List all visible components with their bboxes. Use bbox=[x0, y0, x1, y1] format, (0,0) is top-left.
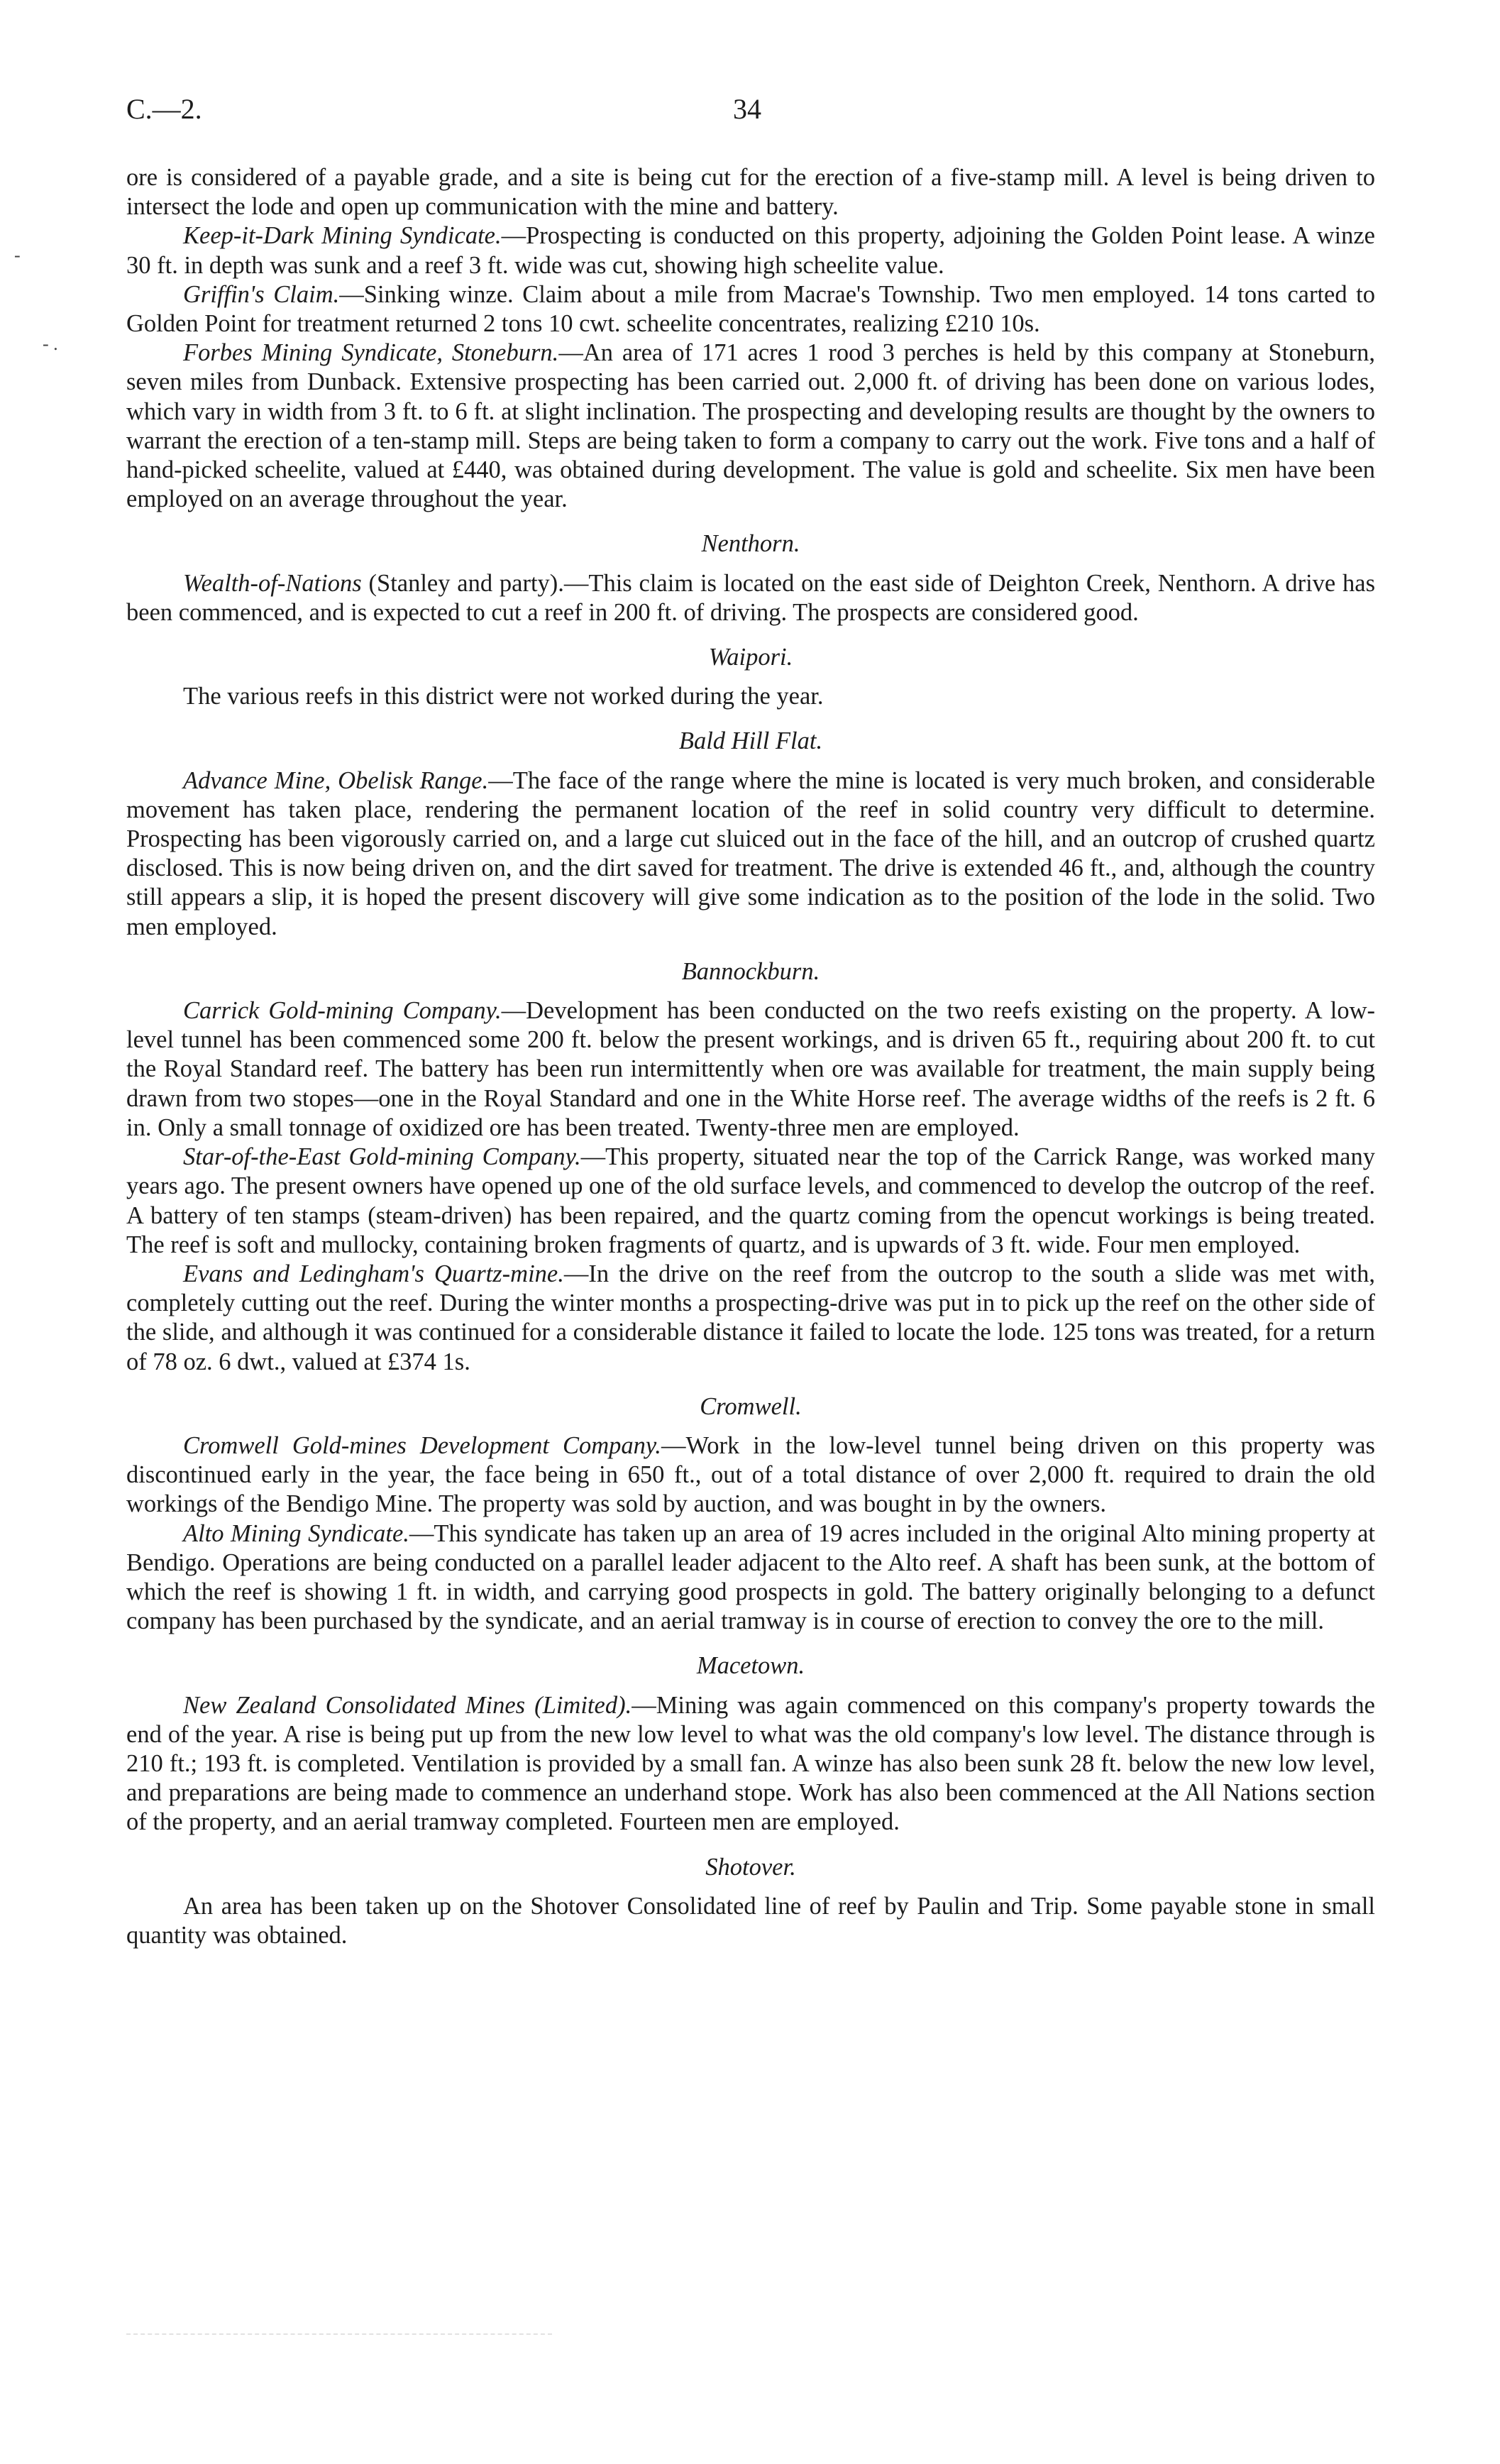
document-body bbox=[126, 163, 1375, 1950]
paragraph-text: The various reefs in this district were not worked during the year. bbox=[183, 683, 824, 710]
paragraph-wealth-of-nations bbox=[126, 569, 1375, 627]
paragraph-text: —Prospecting is conducted on this property, adjoining the Golden Point lease. A winze 30 ft. in depth was sunk and a reef 3 ft. wide was cut, showing high scheelite value. bbox=[126, 222, 1375, 279]
paragraph-lead: Wealth-of-Nations bbox=[183, 569, 362, 597]
paragraph-alto-mining bbox=[126, 1519, 1375, 1637]
paragraph-lead: Forbes Mining Syndicate, Stoneburn. bbox=[183, 339, 559, 367]
paragraph-text: —Work in the low-level tunnel being driven on this property was discontinued early in the year, the face being in 650 ft., out of a total distance of over 2,000 ft. required to drain the old workings of the Bendigo Mine. The property was sold by auction, and was bought in by the owners. bbox=[126, 1431, 1375, 1518]
section-heading: Cromwell. bbox=[700, 1392, 802, 1420]
paragraph-advance-mine bbox=[126, 766, 1375, 942]
section-shotover bbox=[126, 1853, 1375, 1951]
paragraph-lead: Evans and Ledingham's Quartz-mine. bbox=[183, 1260, 564, 1287]
section-heading: Macetown. bbox=[696, 1652, 805, 1680]
paragraph-text: —Sinking winze. Claim about a mile from Macrae's Township. Two men employed. 14 tons carted to Golden Point for treatment returned 2 tons 10 cwt. scheelite concentrates, realizing £210 10s. bbox=[126, 280, 1375, 338]
page-header bbox=[126, 92, 1375, 135]
paragraph-text: —An area of 171 acres 1 rood 3 perches is held by this company at Stoneburn, seven miles from Dunback. Extensive prospecting has been carried out. 2,000 ft. of driving has been done on various lodes, which vary in width from 3 ft. to 6 ft. at slight inclination. The prospecting and developing results are thought by the owners to warrant the erection of a ten-stamp mill. Steps are being taken to form a company to carry out the work. Five tons and a half of hand-picked scheelite, valued at £440, was obtained during development. The value is gold and scheelite. Six men have been employed on an average throughout the year. bbox=[126, 339, 1375, 513]
section-heading: Bannockburn. bbox=[681, 957, 820, 985]
paragraph-shotover bbox=[126, 1892, 1375, 1950]
paragraph-text: —The face of the range where the mine is located is very much broken, and considerable movement has taken place, rendering the permanent location of the reef in solid country very difficult to determine. Prospecting has been vigorously carried on, and a large cut sluiced out in the face of the hill, and an outcrop of crushed quartz disclosed. This is now being driven on, and the dirt saved for treatment. The drive is extended 46 ft., and, although the country still appears a slip, it is hoped the present discovery will give some indication as to the position of the lode in the solid. Two men employed. bbox=[126, 766, 1375, 940]
section-heading: Shotover. bbox=[705, 1853, 796, 1881]
paragraph-keep-it-dark bbox=[126, 221, 1375, 280]
document-code: C.—2. bbox=[126, 93, 202, 125]
paragraph-cromwell-gold-mines bbox=[126, 1431, 1375, 1519]
section-heading: Nenthorn. bbox=[701, 530, 800, 558]
section-heading: Bald Hill Flat. bbox=[678, 727, 823, 755]
paragraph-star-of-the-east bbox=[126, 1143, 1375, 1260]
paragraph-evans-ledingham bbox=[126, 1260, 1375, 1377]
paragraph-lead: Star-of-the-East Gold-mining Company. bbox=[183, 1143, 581, 1171]
paragraph-text: —Mining was again commenced on this company's property towards the end of the year. A rise is being put up from the new low level to what was the old company's low level. The distance through is 210 ft.; 193 ft. is completed. Ventilation is provided by a small fan. A winze has also been sunk 28 ft. below the new low level, and preparations are being made to commence an underhand stope. Work has also been commenced at the All Nations section of the property, and an aerial tramway completed. Fourteen men are employed. bbox=[126, 1691, 1375, 1836]
section-bannockburn bbox=[126, 957, 1375, 1377]
paragraph-text: (Stanley and party).—This claim is located on the east side of Deighton Creek, Nenthorn. A drive has been commenced, and is expected to cut a reef in 200 ft. of driving. The prospects are considered good. bbox=[126, 569, 1375, 626]
intro-paragraph: ore is considered of a payable grade, and a site is being cut for the erection of a five-stamp mill. A level is being driven to intersect the lode and open up communication with the mine and battery. bbox=[126, 164, 1375, 221]
paragraph-carrick-gold bbox=[126, 996, 1375, 1143]
section-waipori bbox=[126, 643, 1375, 711]
paragraph-text: —This syndicate has taken up an area of 19 acres included in the original Alto mining property at Bendigo. Operations are being conducted on a parallel leader adjacent to the Alto reef. A shaft has been sunk, at the bottom of which the reef is showing 1 ft. in width, and carrying good prospects in gold. The battery originally belonging to a defunct company has been purchased by the syndicate, and an aerial tramway is in course of erection to convey the ore to the mill. bbox=[126, 1519, 1375, 1635]
section-heading: Waipori. bbox=[708, 644, 793, 671]
paragraph-waipori bbox=[126, 682, 1375, 711]
paragraph-nz-consolidated bbox=[126, 1691, 1375, 1837]
section-untitled bbox=[126, 221, 1375, 514]
margin-mark: - bbox=[14, 245, 21, 265]
paragraph-text: —Development has been conducted on the two reefs existing on the property. A low-level tunnel has been commenced some 200 ft. below the present workings, and is driven 65 ft., requiring about 200 ft. to cut the Royal Standard reef. The battery has been run intermittently when ore was available for treatment, the main supply being drawn from two stopes—one in the Royal Standard and one in the White Horse reef. The average widths of the reefs is 2 ft. 6 in. Only a small tonnage of oxidized ore has been treated. Twenty-three men are employed. bbox=[126, 997, 1375, 1141]
paragraph-lead: New Zealand Consolidated Mines (Limited). bbox=[183, 1691, 632, 1719]
section-bald-hill-flat bbox=[126, 727, 1375, 941]
paragraph-text: An area has been taken up on the Shotover Consolidated line of reef by Paulin and Trip. Some payable stone in small quantity was obtained. bbox=[126, 1892, 1375, 1949]
paragraph-lead: Carrick Gold-mining Company. bbox=[183, 997, 502, 1025]
paragraph-lead: Alto Mining Syndicate. bbox=[183, 1519, 409, 1547]
section-cromwell bbox=[126, 1392, 1375, 1637]
section-macetown bbox=[126, 1651, 1375, 1837]
scan-artifact bbox=[126, 2333, 552, 2335]
paragraph-text: —In the drive on the reef from the outcrop to the south a slide was met with, completely cutting out the reef. During the winter months a prospecting-drive was put in to pick up the reef on the other side of the slide, and although it was continued for a considerable distance it failed to locate the lode. 125 tons was treated, for a return of 78 oz. 6 dwt., valued at £374 1s. bbox=[126, 1260, 1375, 1375]
margin-mark: - . bbox=[43, 334, 58, 354]
paragraph-lead: Advance Mine, Obelisk Range. bbox=[183, 766, 489, 794]
paragraph-lead: Cromwell Gold-mines Development Company. bbox=[183, 1431, 661, 1459]
paragraph-griffins-claim bbox=[126, 280, 1375, 339]
paragraph-lead: Keep-it-Dark Mining Syndicate. bbox=[183, 222, 502, 250]
paragraph-forbes-mining bbox=[126, 339, 1375, 514]
paragraph-lead: Griffin's Claim. bbox=[183, 280, 340, 308]
section-nenthorn bbox=[126, 529, 1375, 627]
paragraph-text: —This property, situated near the top of the Carrick Range, was worked many years ago. The present owners have opened up one of the old surface levels, and commenced to develop the outcrop of the reef. A battery of ten stamps (steam-driven) has been repaired, and the quartz coming from the opencut workings is being treated. The reef is soft and mullocky, containing broken fragments of quartz, and is upwards of 3 ft. wide. Four men employed. bbox=[126, 1143, 1375, 1258]
page-number: 34 bbox=[733, 93, 761, 125]
